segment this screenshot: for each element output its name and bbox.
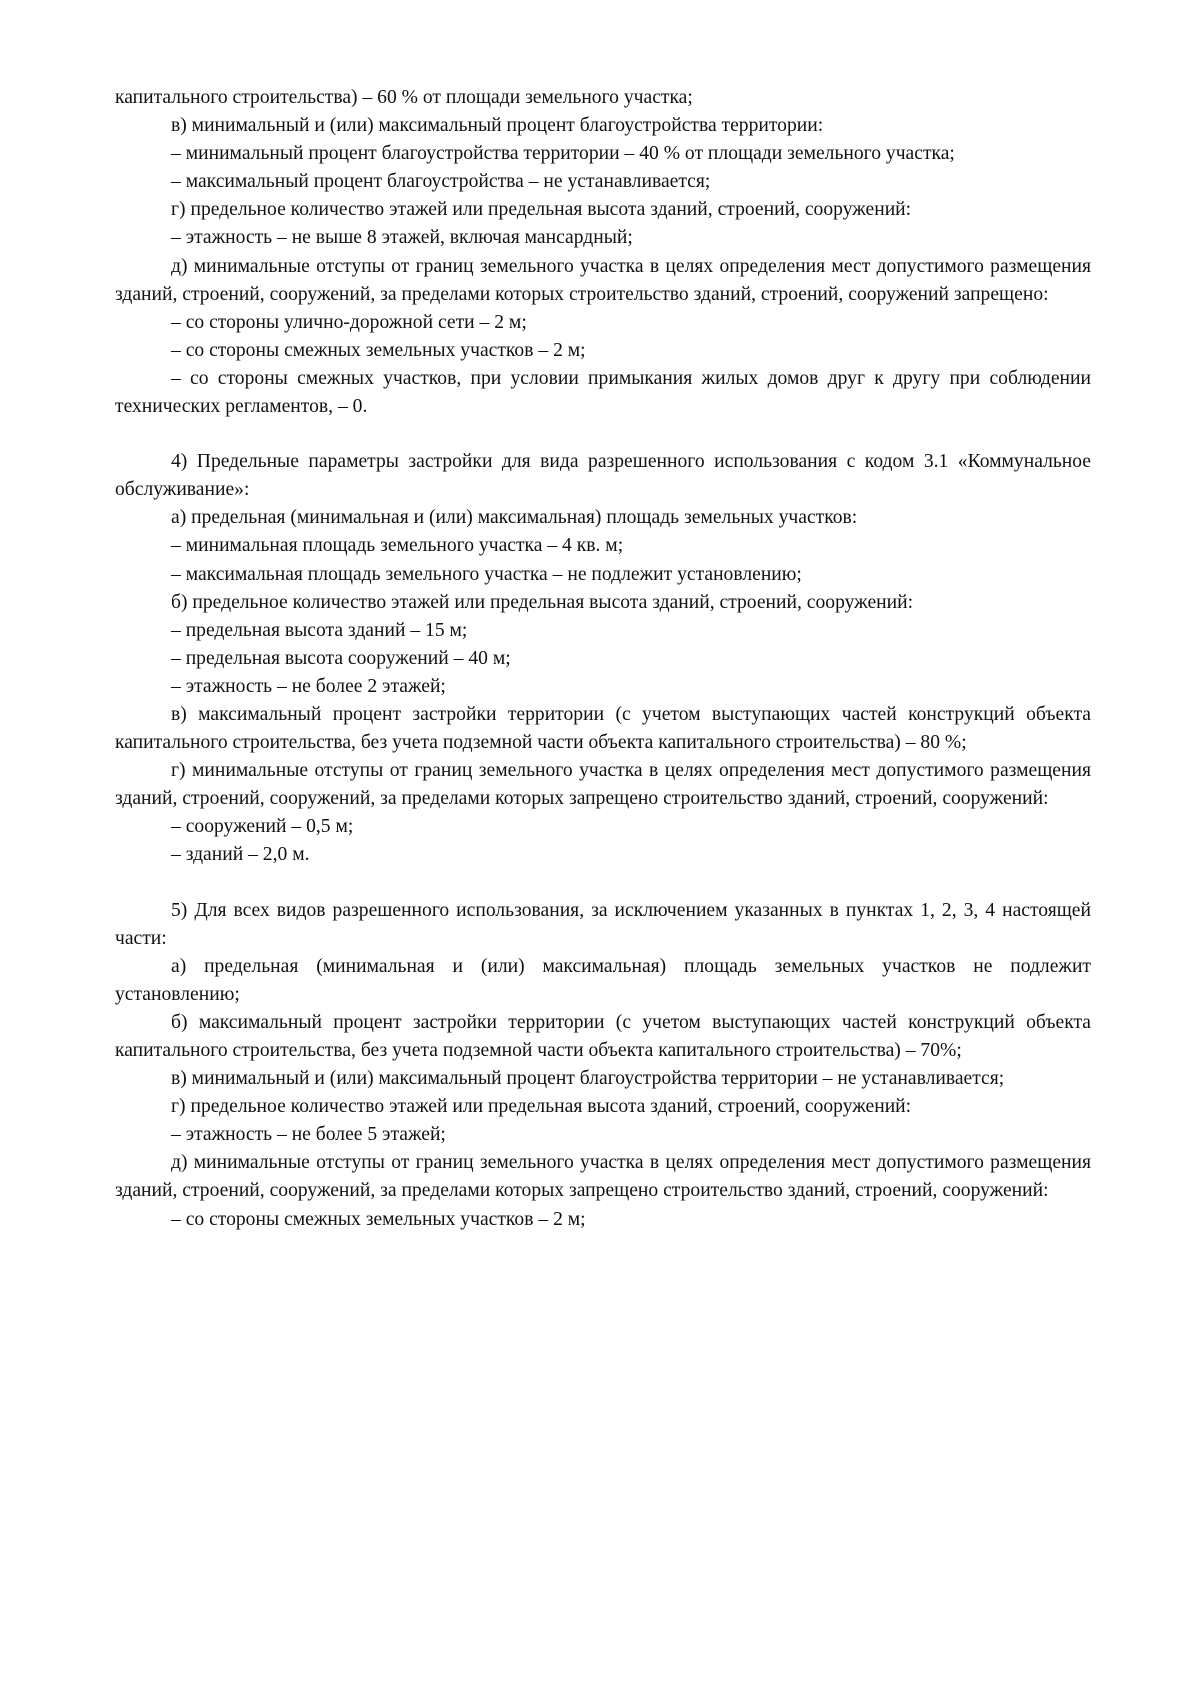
paragraph: в) максимальный процент застройки территории (с учетом выступающих частей конструкций объекта капитального строительства, без учета подземной части объекта капитального строительства) – 80 %; (115, 703, 1091, 754)
paragraph: капитального строительства) – 60 % от площади земельного участка; (115, 87, 693, 108)
paragraph: в) минимальный и (или) максимальный процент благоустройства территории: (171, 115, 824, 137)
list-item: – со стороны смежных земельных участков – 2 м; (171, 1208, 586, 1230)
list-item: – со стороны улично-дорожной сети – 2 м; (171, 311, 527, 333)
list-item: – минимальная площадь земельного участка – 4 кв. м; (171, 535, 624, 557)
paragraph: а) предельная (минимальная и (или) максимальная) площадь земельных участков: (171, 507, 858, 529)
paragraph: г) предельное количество этажей или предельная высота зданий, строений, сооружений: (171, 1096, 912, 1118)
list-item: – зданий – 2,0 м. (171, 844, 310, 866)
paragraph: б) предельное количество этажей или предельная высота зданий, строений, сооружений: (171, 591, 914, 613)
paragraph: д) минимальные отступы от границ земельного участка в целях определения мест допустимого размещения зданий, строений, сооружений, за пределами которых строительство зданий, строений, сооружений запрещено: (115, 255, 1091, 305)
list-item: – минимальный процент благоустройства территории – 40 % от площади земельного участка; (171, 143, 955, 165)
paragraph: в) минимальный и (или) максимальный процент благоустройства территории – не устанавливается; (171, 1068, 1005, 1090)
paragraph: г) минимальные отступы от границ земельного участка в целях определения мест допустимого размещения зданий, строений, сооружений, за пределами которых запрещено строительство зданий, строений, сооружений: (115, 760, 1091, 810)
list-item: – сооружений – 0,5 м; (171, 816, 354, 838)
paragraph: б) максимальный процент застройки территории (с учетом выступающих частей конструкций объекта капитального строительства, без учета подземной части объекта капитального строительства) – 70%; (115, 1011, 1091, 1061)
document-page (115, 84, 1091, 1234)
list-item: – максимальная площадь земельного участка – не подлежит установлению; (171, 563, 802, 585)
section-heading: 5) Для всех видов разрешенного использования, за исключением указанных в пунктах 1, 2, 3, 4 настоящей части: (115, 899, 1091, 949)
list-item: – предельная высота зданий – 15 м; (171, 619, 468, 641)
list-item: – этажность – не выше 8 этажей, включая мансардный; (171, 227, 633, 249)
section-3-continuation (115, 84, 1091, 421)
paragraph: а) предельная (минимальная и (или) максимальная) площадь земельных участков не подлежит установлению; (115, 955, 1091, 1005)
section-4 (115, 448, 1091, 869)
list-item: – со стороны смежных участков, при условии примыкания жилых домов друг к другу при соблюдении технических регламентов, – 0. (115, 367, 1091, 418)
section-heading: 4) Предельные параметры застройки для вида разрешенного использования с кодом 3.1 «Коммунальное обслуживание»: (115, 451, 1091, 501)
section-spacer (115, 421, 1091, 448)
list-item: – максимальный процент благоустройства – не устанавливается; (171, 171, 711, 193)
list-item: – этажность – не более 5 этажей; (171, 1124, 446, 1146)
list-item: – со стороны смежных земельных участков – 2 м; (171, 339, 586, 361)
paragraph: д) минимальные отступы от границ земельного участка в целях определения мест допустимого размещения зданий, строений, сооружений, за пределами которых запрещено строительство зданий, строений, сооружений: (115, 1152, 1091, 1202)
list-item: – этажность – не более 2 этажей; (171, 675, 446, 697)
section-spacer (115, 870, 1091, 897)
section-5 (115, 897, 1091, 1234)
paragraph: г) предельное количество этажей или предельная высота зданий, строений, сооружений: (171, 199, 912, 221)
list-item: – предельная высота сооружений – 40 м; (171, 647, 511, 669)
